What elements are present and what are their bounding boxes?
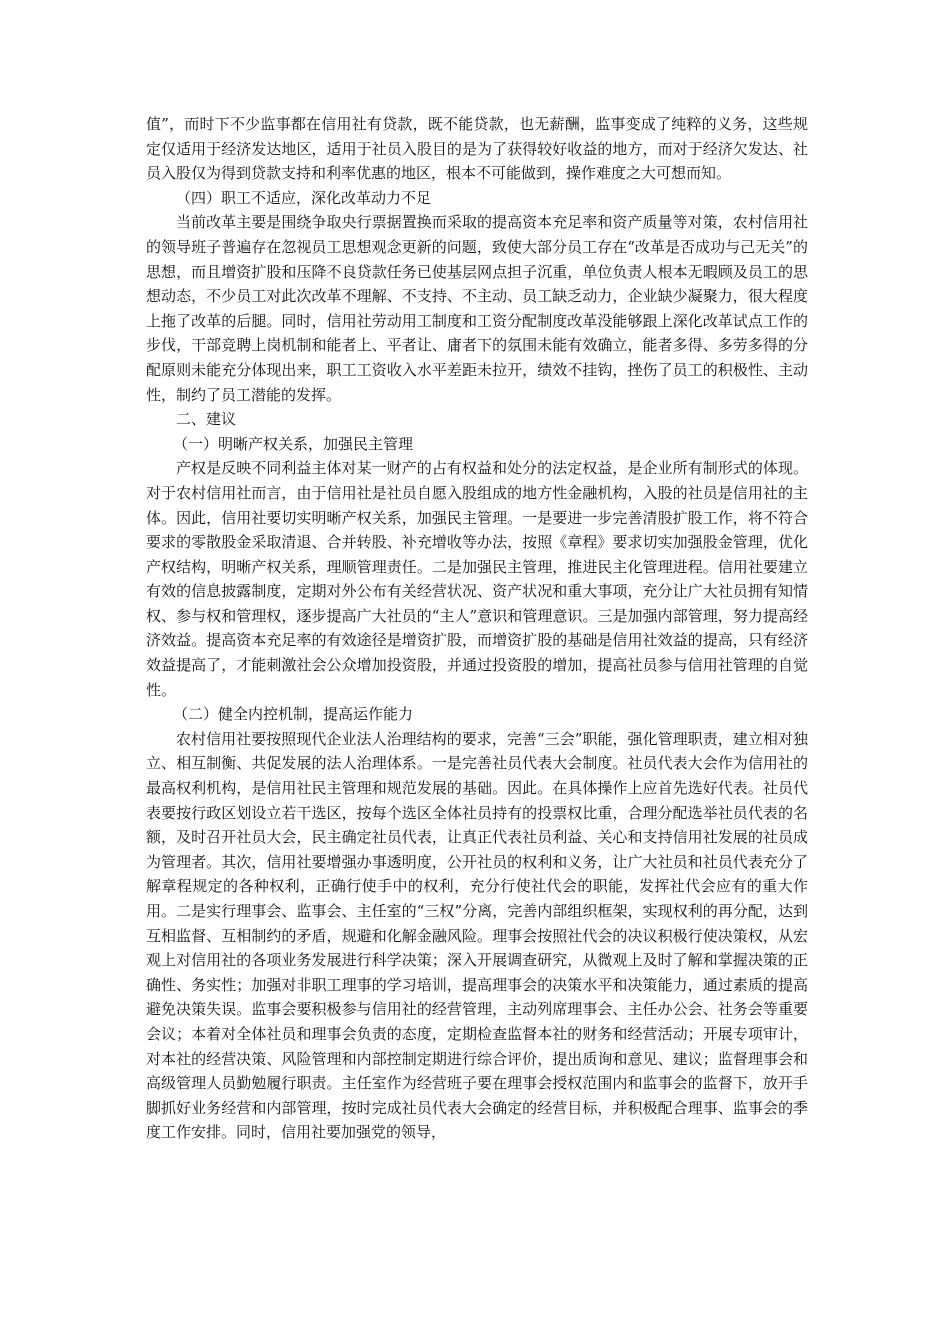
subsection-heading-4: （四）职工不适应，深化改革动力不足 bbox=[176, 188, 432, 207]
paragraph-reform-motivation: 当前改革主要是围绕争取央行票据置换而采取的提高资本充足率和资产质量等对策，农村信用社的领导班子普遍存在忽视员工思想观念更新的问题，致使大部分员工存在“改革是否成功与己无关”的思想，而且增资扩股和压降不良贷款任务已使基层网点担子沉重，单位负责人根本无暇顾及员工的思想动态，不少员工对此次改革不理解、不支持、不主动、员工缺乏动力，企业缺少凝聚力，很大程度上拖了改革的后腿。同时，信用社劳动用工制度和工资分配制度改革没能够跟上深化改革试点工作的步伐，干部竞聘上岗机制和能者上、平者让、庸者下的氛围未能有效确立，能者多得、多劳多得的分配原则未能充分体现出来，职工工资收入水平差距未拉开，绩效不挂钩，挫伤了员工的积极性、主动性，制约了员工潜能的发挥。 bbox=[146, 213, 808, 404]
paragraph-internal-control: 农村信用社要按照现代企业法人治理结构的要求，完善“三会”职能，强化管理职责，建立相对独立、相互制衡、共促发展的法人治理体系。一是完善社员代表大会制度。社员代表大会作为信用社的最高权利机构，是信用社民主管理和规范发展的基础。因此。在具体操作上应首先选好代表。社员代表要按行政区划设立若干选区，按每个选区全体社员持有的投票权比重，合理分配选举社员代表的名额，及时召开社员大会，民主确定社员代表，让真正代表社员利益、关心和支持信用社发展的社员成为管理者。其次，信用社要增强办事透明度，公开社员的权利和义务，让广大社员和社员代表充分了解章程规定的各种权利，正确行使手中的权利，充分行使社代会的职能，发挥社代会应有的重大作用。二是实行理事会、监事会、主任室的“三权”分离，完善内部组织框架，实现权利的再分配，达到互相监督、互相制约的矛盾，规避和化解金融风险。理事会按照社代会的决议积极行使决策权，从宏观上对信用社的各项业务发展进行科学决策；深入开展调查研究，从微观上及时了解和掌握决策的正确性、务实性；加强对非职工理事的学习培训，提高理事会的决策水平和决策能力，通过素质的提高避免决策失误。监事会要积极参与信用社的经营管理，主动列席理事会、主任办公会、社务会等重要会议；本着对全体社员和理事会负责的态度，定期检查监督本社的财务和经营活动；开展专项审计，对本社的经营决策、风险管理和内部控制定期进行综合评价，提出质询和意见、建议；监督理事会和高级管理人员勤勉履行职责。主任室作为经营班子要在理事会授权范围内和监事会的监督下，放开手脚抓好业务经营和内部管理，按时完成社员代表大会确定的经营目标，并积极配合理事、监事会的季度工作安排。同时，信用社要加强党的领导， bbox=[146, 729, 808, 1142]
section-heading-suggestions: 二、建议 bbox=[176, 410, 237, 429]
subsection-heading-1: （一）明晰产权关系，加强民主管理 bbox=[173, 434, 414, 453]
subsection-heading-2: （二）健全内控机制，提高运作能力 bbox=[173, 705, 414, 724]
paragraph-property-rights: 产权是反映不同利益主体对某一财产的占有权益和处分的法定权益，是企业所有制形式的体现。对于农村信用社而言，由于信用社是社员自愿入股组成的地方性金融机构，入股的社员是信用社的主体。因此，信用社要切实明晰产权关系，加强民主管理。一是要进一步完善清股扩股工作，将不符合要求的零散股金采取清退、合并转股、补充增收等办法，按照《章程》要求切实加强股金管理，优化产权结构，明晰产权关系，理顺管理责任。二是加强民主管理，推进民主化管理进程。信用社要建立有效的信息披露制度，定期对外公布有关经营状况、资产状况和重大事项，充分让广大社员拥有知情权、参与权和管理权，逐步提高广大社员的“主人”意识和管理意识。三是加强内部管理，努力提高经济效益。提高资本充足率的有效途径是增资扩股，而增资扩股的基础是信用社效益的提高，只有经济效益提高了，才能刺激社会公众增加投资股，并通过投资股的增加，提高社员参与信用社管理的自觉性。 bbox=[146, 459, 808, 699]
document-page bbox=[146, 112, 808, 1145]
paragraph-continuation: 值”，而时下不少监事都在信用社有贷款，既不能贷款，也无薪酬，监事变成了纯粹的义务，这些规定仅适用于经济发达地区，适用于社员入股目的是为了获得较好收益的地方，而对于经济欠发达、社员入股仅为得到贷款支持和利率优惠的地区，根本不可能做到，操作难度之大可想而知。 bbox=[146, 115, 808, 183]
